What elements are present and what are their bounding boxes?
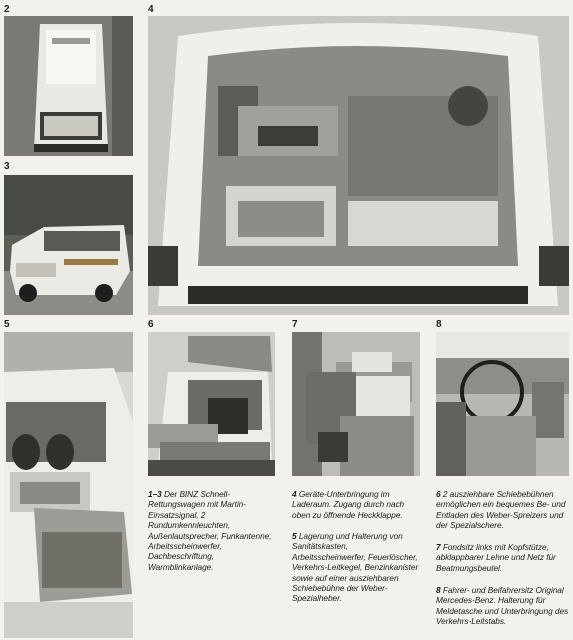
photo-6-sliding-platforms <box>148 332 275 476</box>
caption-text: Der BINZ Schnell-Rettungswagen mit Martin-Einsatzsignal, 2 Rundumkennleuchten, Außenlautsprecher, Funkantenne, Arbeitsscheinwerfer, Dachbeschriftung, Warmblinkanlage. <box>148 489 272 572</box>
caption-5 <box>292 531 422 604</box>
photo-4-cargo-area <box>148 16 569 315</box>
figure-number-5: 5 <box>4 319 10 330</box>
photo-2-car-top-view <box>4 16 133 156</box>
photo-5-rear-compartment <box>4 332 133 638</box>
figure-number-4: 4 <box>148 4 154 15</box>
figure-number-7: 7 <box>292 319 298 330</box>
caption-1-3 <box>148 489 273 572</box>
caption-text: Fahrer- und Beifahrersitz Original Mercedes-Benz. Halterung für Meldetasche und Unterbringung des Verkehrs-Leitstabs. <box>436 585 569 627</box>
photo-3-car-front-view <box>4 175 133 315</box>
photo-7-rear-seat <box>292 332 420 476</box>
figure-number-3: 3 <box>4 161 10 172</box>
caption-ref: 1–3 <box>148 489 162 499</box>
caption-6 <box>436 489 570 531</box>
caption-text: Lagerung und Halterung von Sanitätskasten, Arbeitsscheinwerfer, Feuerlöscher, Verkehrs-Leitkegel, Benzinkanister sowie auf einer ausziehbaren Schiebebühne der Weber-Spezialheber. <box>292 531 419 604</box>
caption-ref: 8 <box>436 585 441 595</box>
caption-ref: 5 <box>292 531 297 541</box>
caption-ref: 6 <box>436 489 441 499</box>
figure-number-6: 6 <box>148 319 154 330</box>
caption-text: Fondsitz links mit Kopfstütze, abklappbarer Lehne und Netz für Beatmungsbeutel. <box>436 542 556 573</box>
caption-7 <box>436 542 570 573</box>
caption-ref: 4 <box>292 489 297 499</box>
photo-8-front-seats <box>436 332 569 476</box>
caption-8 <box>436 585 570 627</box>
caption-4 <box>292 489 422 520</box>
caption-text: Geräte-Unterbringung im Laderaum. Zugang durch nach oben zu öffnende Heckklappe. <box>292 489 405 520</box>
figure-number-2: 2 <box>4 4 10 15</box>
caption-text: 2 ausziehbare Schiebebühnen ermöglichen ein bequemes Be- und Entladen des Weber-Spreizers und der Spezialschere. <box>436 489 566 531</box>
caption-ref: 7 <box>436 542 441 552</box>
figure-number-8: 8 <box>436 319 442 330</box>
